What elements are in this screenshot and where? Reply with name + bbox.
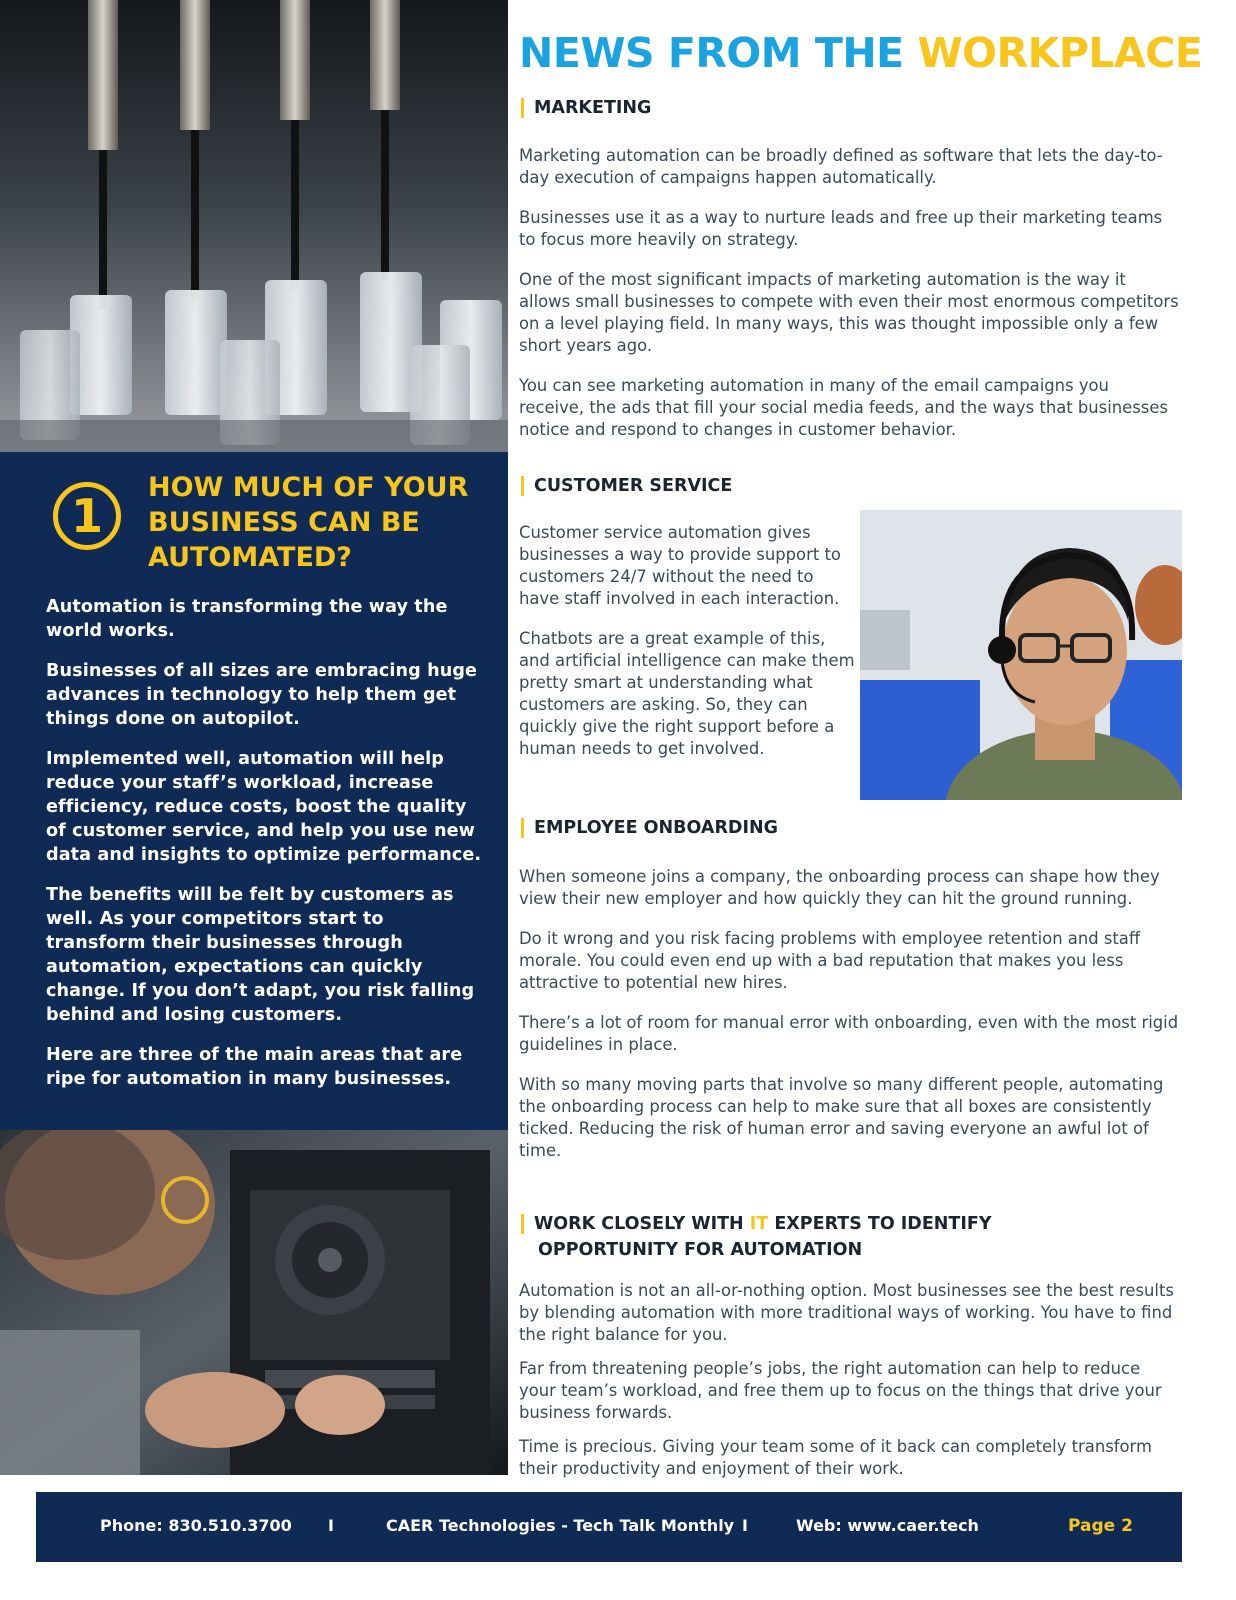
onboarding-body — [519, 866, 1179, 1180]
page-headline — [519, 28, 1219, 78]
feature-paragraph: Here are three of the main areas that are ripe for automation in many businesses. — [46, 1045, 463, 1089]
onboarding-paragraph: There’s a lot of room for manual error with onboarding, even with the most rigid guidelines in place. — [519, 1013, 1179, 1054]
customer-service-paragraph: Customer service automation gives businesses a way to provide support to customers 24/7 without the need to have staff involved in each interaction. — [519, 523, 841, 608]
lab-pipettes-photo — [0, 0, 508, 452]
page-footer — [36, 1492, 1182, 1562]
onboarding-paragraph: With so many moving parts that involve so many different people, automating the onboarding process can help to make sure that all boxes are consistently ticked. Reducing the risk of human error and saving everyone an awful lot of time. — [519, 1075, 1164, 1160]
feature-title: HOW MUCH OF YOUR BUSINESS CAN BE AUTOMATED? — [148, 472, 469, 573]
feature-paragraph: Businesses of all sizes are embracing huge advances in technology to help them get things done on autopilot. — [46, 661, 478, 729]
it-experts-paragraph: Far from threatening people’s jobs, the right automation can help to reduce your team’s workload, and free them up to focus on the things that drive your business forwards. — [519, 1359, 1162, 1422]
headline-part-2: WORKPLACE — [917, 29, 1203, 77]
marketing-body — [519, 145, 1179, 459]
section-heading-customer-service: CUSTOMER SERVICE — [521, 473, 1201, 499]
marketing-paragraph: You can see marketing automation in many of the email campaigns you receive, the ads that fill your social media feeds, and the ways that businesses notice and respond to changes in customer behavior. — [519, 376, 1168, 439]
it-heading-post: EXPERTS TO IDENTIFY — [768, 1214, 992, 1234]
it-heading-highlight: IT — [749, 1214, 769, 1234]
number-badge: 1 — [53, 482, 121, 550]
it-experts-body — [519, 1280, 1179, 1498]
feature-paragraph: Automation is transforming the way the world works. — [46, 597, 448, 641]
onboarding-paragraph: Do it wrong and you risk facing problems with employee retention and staff morale. You could even end up with a bad reputation that makes you less attractive to potential new hires. — [519, 929, 1141, 992]
onboarding-paragraph: When someone joins a company, the onboarding process can shape how they view their new employer and how quickly they can hit the ground running. — [519, 867, 1160, 908]
footer-phone[interactable]: Phone: 830.510.3700 — [100, 1516, 292, 1535]
feature-body — [46, 595, 486, 1107]
it-experts-paragraph: Time is precious. Giving your team some of it back can completely transform their productivity and enjoyment of their work. — [519, 1437, 1152, 1478]
computer-repair-photo — [0, 1130, 508, 1475]
footer-web-link[interactable]: Web: www.caer.tech — [796, 1516, 979, 1535]
marketing-paragraph: Marketing automation can be broadly defined as software that lets the day-to-day execution of campaigns happen automatically. — [519, 146, 1163, 187]
headline-part-1: NEWS FROM THE — [519, 29, 904, 77]
section-heading-marketing: MARKETING — [521, 95, 1201, 121]
it-heading-pre: WORK CLOSELY WITH — [534, 1214, 750, 1234]
footer-company: CAER Technologies - Tech Talk Monthly — [386, 1516, 735, 1535]
footer-separator: I — [328, 1516, 334, 1535]
it-heading-line-2: OPPORTUNITY FOR AUTOMATION — [538, 1240, 863, 1260]
call-center-agent-photo — [860, 510, 1182, 800]
feature-paragraph: Implemented well, automation will help reduce your staff’s workload, increase efficiency, reduce costs, boost the quality of customer service, and help you use new data and insights to optimize performance. — [46, 749, 482, 865]
footer-page-number: Page 2 — [1068, 1516, 1133, 1536]
feature-panel — [0, 452, 508, 1130]
marketing-paragraph: One of the most significant impacts of marketing automation is the way it allows small businesses to compete with even their most enormous competitors on a level playing field. In many ways, this was thought impossible only a few short years ago. — [519, 270, 1179, 355]
feature-paragraph: The benefits will be felt by customers as well. As your competitors start to transform their businesses through automation, expectations can quickly change. If you don’t adapt, you risk falling behind and losing customers. — [46, 885, 475, 1025]
it-experts-paragraph: Automation is not an all-or-nothing option. Most businesses see the best results by blending automation with more traditional ways of working. You have to find the right balance for you. — [519, 1281, 1174, 1344]
section-heading-onboarding: EMPLOYEE ONBOARDING — [521, 815, 1201, 841]
customer-service-paragraph: Chatbots are a great example of this, and artificial intelligence can make them pretty smart at understanding what customers are asking. So, they can quickly give the right support before a human needs to get involved. — [519, 629, 855, 758]
footer-separator: I — [742, 1516, 748, 1535]
marketing-paragraph: Businesses use it as a way to nurture leads and free up their marketing teams to focus more heavily on strategy. — [519, 208, 1163, 249]
section-heading-it-experts — [521, 1211, 1201, 1263]
customer-service-body — [519, 522, 857, 778]
